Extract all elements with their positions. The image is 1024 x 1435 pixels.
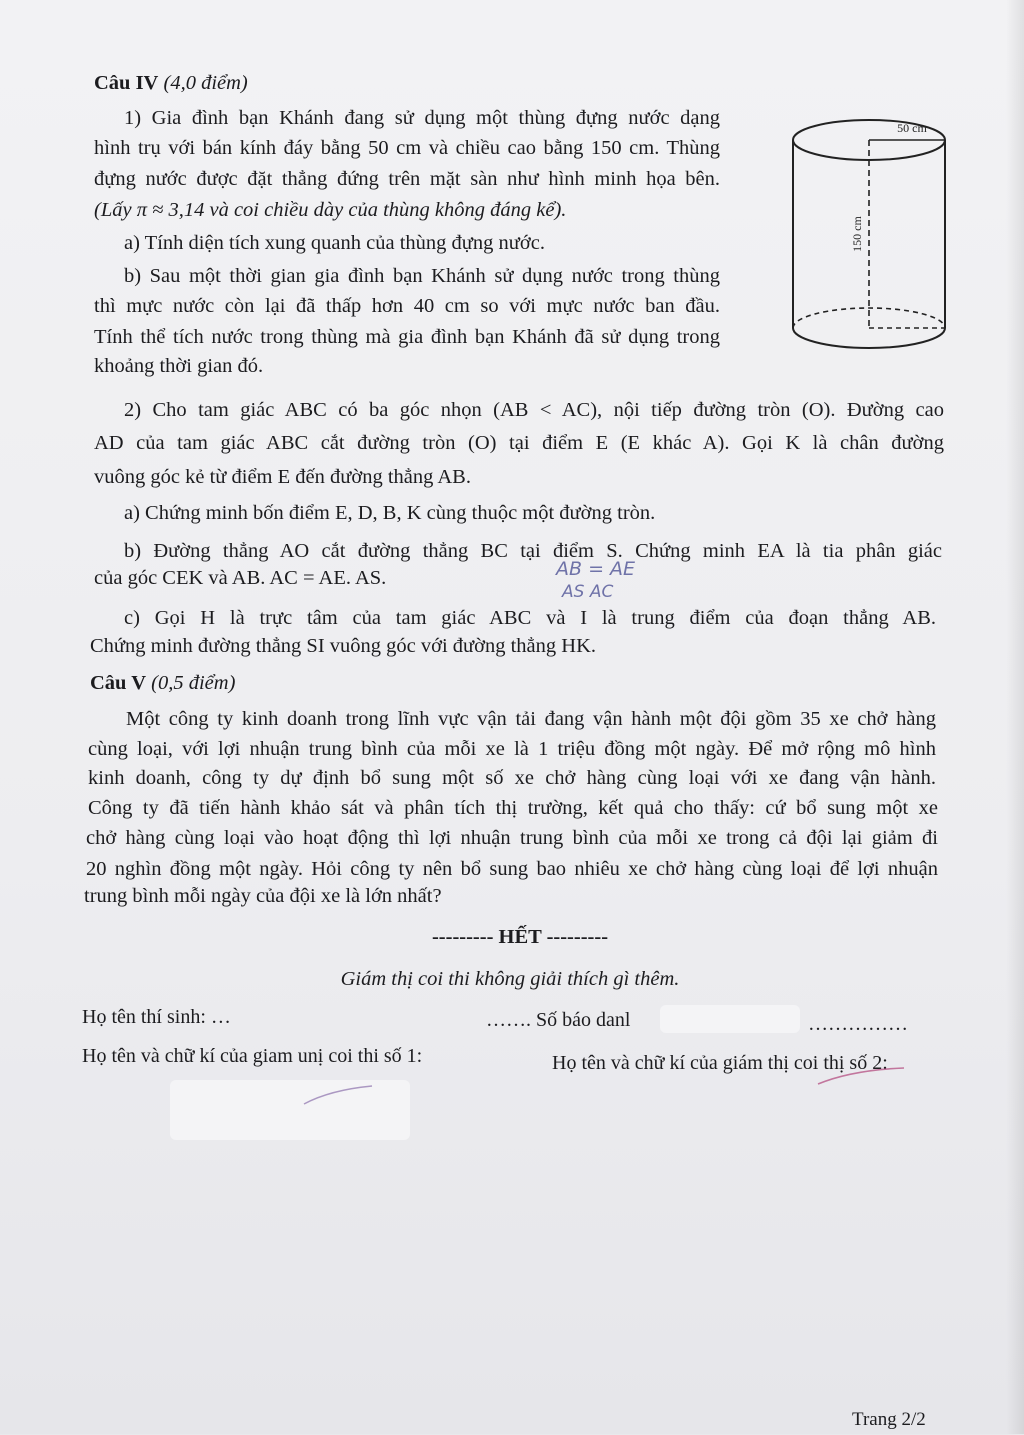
- redacted-exam-number: [660, 1005, 800, 1033]
- page-shadow: [1006, 0, 1024, 1434]
- q4-part-b-line-1: b) Sau một thời gian gia đình bạn Khánh sử dụng nước trong thùng: [124, 265, 720, 287]
- q4-p2-c-line-1: c) Gọi H là trực tâm của tam giác ABC và I là trung điểm của đoạn thẳng AB.: [124, 607, 936, 629]
- q4-heading: Câu IV: [94, 72, 159, 94]
- signature-scribble-1: [300, 1080, 380, 1110]
- q4-p1-line-3: đựng nước được đặt thẳng đứng trên mặt sàn như hình minh họa bên.: [94, 168, 720, 190]
- signature-scribble-2: [812, 1062, 912, 1092]
- q4-p1-line-1: 1) Gia đình bạn Khánh đang sử dụng một thùng đựng nước dạng: [124, 107, 720, 129]
- radius-label: 50 cm: [897, 121, 927, 135]
- exam-number-dots: ……………: [808, 1013, 908, 1035]
- q4-heading-row: [94, 68, 248, 98]
- q4-p2-line-2: AD của tam giác ABC cắt đường tròn (O) tại điểm E (E khác A). Gọi K là chân đường: [94, 432, 944, 454]
- q5-line-3: kinh doanh, công ty dự định bổ sung một số xe chở hàng cùng loại với xe đang vận hành.: [88, 767, 936, 789]
- q5-points: (0,5 điểm): [151, 672, 236, 694]
- q4-p2-line-3: vuông góc kẻ từ điểm E đến đường thẳng AB.: [94, 466, 471, 488]
- handwritten-note-top: AB = AE: [556, 558, 636, 580]
- invigilator-1-label: Họ tên và chữ kí của giam unị coi thi số 1:: [82, 1045, 423, 1067]
- q5-heading-row: [90, 668, 235, 698]
- q4-p2-line-1: 2) Cho tam giác ABC có ba góc nhọn (AB < AC), nội tiếp đường tròn (O). Đường cao: [124, 399, 944, 421]
- q4-part-b-line-3: Tính thể tích nước trong thùng mà gia đình bạn Khánh đã sử dụng trong: [94, 326, 720, 348]
- cylinder-figure: [786, 110, 952, 372]
- end-marker: --------- HẾT ---------: [431, 926, 609, 948]
- handwritten-note-bottom: AS AC: [562, 582, 614, 602]
- q4-p2-b-line-2: của góc CEK và AB. AC = AE. AS.: [94, 567, 387, 589]
- invigilator-2-label: Họ tên và chữ kí của giám thị coi thị số 2:: [552, 1052, 888, 1074]
- q5-line-6: 20 nghìn đồng một ngày. Hỏi công ty nên bổ sung bao nhiêu xe chở hàng cùng loại để lợi nhuận: [86, 858, 938, 880]
- page-number: Trang 2/2: [852, 1409, 926, 1430]
- q5-line-7: trung bình mỗi ngày của đội xe là lớn nhất?: [84, 885, 442, 907]
- q4-p2-c-line-2: Chứng minh đường thẳng SI vuông góc với đường thẳng HK.: [90, 635, 597, 657]
- exam-number-label: ……. Số báo danl: [486, 1009, 631, 1031]
- q5-line-4: Công ty đã tiến hành khảo sát và phân tích thị trường, kết quả cho thấy: cứ bổ sung một xe: [88, 797, 938, 819]
- q4-p1-line-4: (Lấy π ≈ 3,14 và coi chiều dày của thùng không đáng kể).: [94, 199, 567, 221]
- end-note: Giám thị coi thi không giải thích gì thêm.: [340, 968, 680, 990]
- q4-part-b-line-4: khoảng thời gian đó.: [94, 355, 264, 377]
- q4-part-a: a) Tính diện tích xung quanh của thùng đựng nước.: [124, 232, 545, 254]
- q5-heading: Câu V: [90, 672, 147, 694]
- q4-p2-a: a) Chứng minh bốn điểm E, D, B, K cùng thuộc một đường tròn.: [124, 502, 656, 524]
- height-label: 150 cm: [850, 216, 864, 252]
- candidate-name-label: Họ tên thí sinh: …: [82, 1006, 231, 1028]
- q5-line-2: cùng loại, với lợi nhuận trung bình của mỗi xe là 1 triệu đồng một ngày. Để mở rộng mô hình: [88, 738, 936, 760]
- q5-line-5: chở hàng cùng loại vào hoạt động thì lợi nhuận trung bình của mỗi xe trong cả đội lại giảm đi: [86, 827, 938, 849]
- q4-p1-line-2: hình trụ với bán kính đáy bằng 50 cm và chiều cao bằng 150 cm. Thùng: [94, 137, 720, 159]
- q5-line-1: Một công ty kinh doanh trong lĩnh vực vận tải đang vận hành một đội gồm 35 xe chở hàng: [126, 708, 936, 730]
- q4-p2-b-line-1: b) Đường thẳng AO cắt đường thẳng BC tại điểm S. Chứng minh EA là tia phân giác: [124, 540, 942, 562]
- q4-part-b-line-2: thì mực nước còn lại đã thấp hơn 40 cm so với mực nước ban đầu.: [94, 295, 720, 317]
- q4-points: (4,0 điểm): [163, 72, 248, 94]
